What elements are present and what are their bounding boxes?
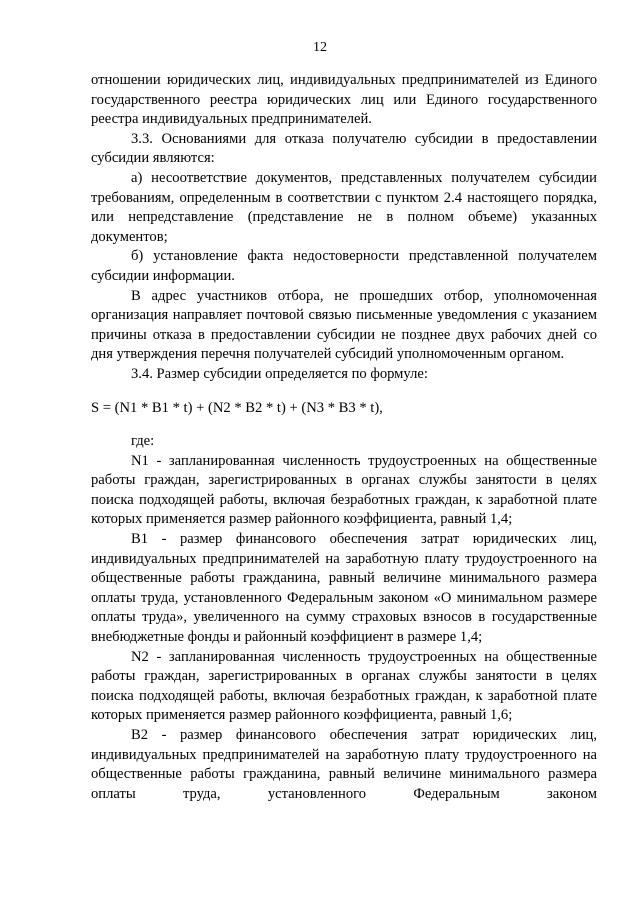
page-number: 12 [313,40,327,55]
definition-n2: N2 - запланированная численность трудоустроенных на общественные работы граждан, зарегистрированных в органах службы занятости в целях поиска подходящей работы, включая безработных граждан, к заработной плате которых применяется размер районного коэффициента, равный 1,6; [91,648,597,724]
paragraph-continuation: отношении юридических лиц, индивидуальных предпринимателей из Единого государственного реестра юридических лиц или Единого государственного реестра индивидуальных предпринимателей. [91,72,597,128]
document-body [91,71,597,804]
paragraph-rejection-notice: В адрес участников отбора, не прошедших отбор, уполномоченная организация направляет почтовой связью письменные уведомления с указанием причины отказа в предоставлении субсидии не позднее двух рабочих дней со дня утверждения перечня получателей субсидий уполномоченным органом. [91,287,597,363]
definition-n1: N1 - запланированная численность трудоустроенных на общественные работы граждан, зарегистрированных в органах службы занятости в целях поиска подходящей работы, включая безработных граждан, к заработной плате которых применяется размер районного коэффициента, равный 1,4; [91,452,597,528]
definition-b1: B1 - размер финансового обеспечения затрат юридических лиц, индивидуальных предпринимателей на заработную плату трудоустроенного на общественные работы гражданина, равный величине минимального размера оплаты труда, установленного Федеральным законом «О минимальном размере оплаты труда», увеличенного на сумму страховых взносов в государственные внебюджетные фонды и районный коэффициент в размере 1,4; [91,531,597,646]
paragraph-3-4: 3.4. Размер субсидии определяется по формуле: [131,365,428,382]
definition-b2: B2 - размер финансового обеспечения затрат юридических лиц, индивидуальных предпринимателей на заработную плату трудоустроенного на общественные работы гражданина, равный величине минимального размера оплаты труда, установленного Федеральным законом [91,727,597,802]
paragraph-3-3: 3.3. Основаниями для отказа получателю субсидии в предоставлении субсидии являются: [91,130,597,167]
paragraph-3-3-a: а) несоответствие документов, представленных получателем субсидии требованиям, определенным в соответствии с пунктом 2.4 настоящего порядка, или непредставление (представление не в полном объеме) указанных документов; [91,169,597,245]
where-label: где: [131,433,155,450]
paragraph-3-3-b: б) установление факта недостоверности представленной получателем субсидии информации. [91,248,597,284]
subsidy-formula: S = (N1 * B1 * t) + (N2 * B2 * t) + (N3 * B3 * t), [91,399,383,416]
